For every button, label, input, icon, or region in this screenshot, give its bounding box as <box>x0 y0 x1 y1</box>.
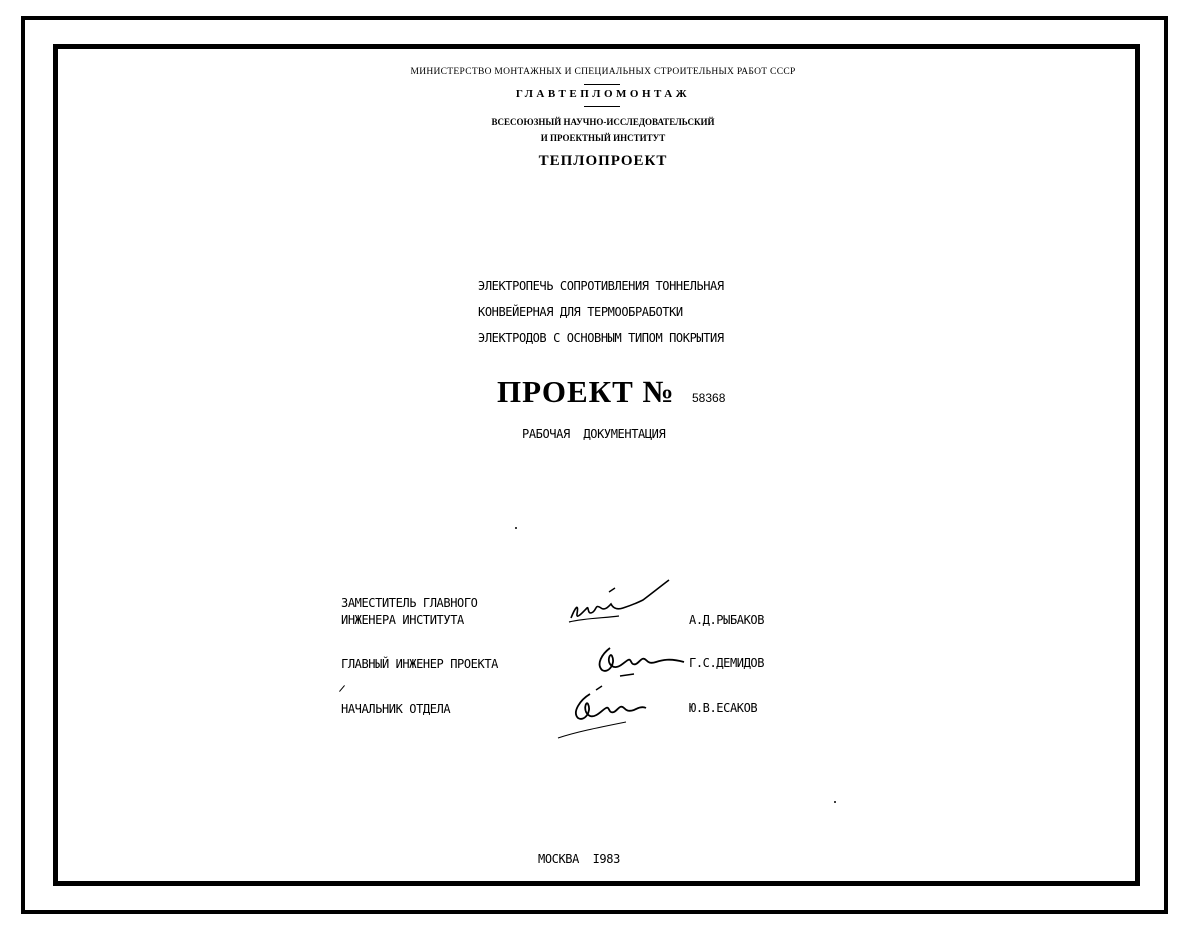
signature-2-image <box>590 640 690 680</box>
document-title-line1: ЭЛЕКТРОПЕЧЬ СОПРОТИВЛЕНИЯ ТОННЕЛЬНАЯ <box>478 279 724 293</box>
signatory-1-position-line2: ИНЖЕНЕРА ИНСТИТУТА <box>341 613 464 627</box>
speck <box>834 801 836 803</box>
signatory-3-name: Ю.В.ЕСАКОВ <box>689 701 758 715</box>
institute-type-line1: ВСЕСОЮЗНЫЙ НАУЧНО-ИССЛЕДОВАТЕЛЬСКИЙ <box>491 117 715 127</box>
signature-1-image <box>565 578 675 628</box>
document-type: РАБОЧАЯ ДОКУМЕНТАЦИЯ <box>522 427 666 441</box>
ministry-name: МИНИСТЕРСТВО МОНТАЖНЫХ И СПЕЦИАЛЬНЫХ СТРОИТЕЛЬНЫХ РАБОТ СССР <box>410 67 796 77</box>
signatory-1-name: А.Д.РЫБАКОВ <box>689 613 765 627</box>
header-divider-top <box>584 84 620 85</box>
signatory-1-position-line1: ЗАМЕСТИТЕЛЬ ГЛАВНОГО <box>341 596 478 610</box>
signatory-2-position: ГЛАВНЫЙ ИНЖЕНЕР ПРОЕКТА <box>341 657 498 671</box>
institute-name: ТЕПЛОПРОЕКТ <box>538 153 668 169</box>
inner-border <box>53 44 1140 886</box>
department-name: ГЛАВТЕПЛОМОНТАЖ <box>515 88 691 100</box>
project-number: 58368 <box>692 391 726 405</box>
signatory-1-position <box>341 595 478 629</box>
city-year: МОСКВА I983 <box>538 852 620 866</box>
document-title-line3: ЭЛЕКТРОДОВ С ОСНОВНЫМ ТИПОМ ПОКРЫТИЯ <box>478 331 724 345</box>
signatory-2-name: Г.С.ДЕМИДОВ <box>689 656 765 670</box>
institute-type-line2: И ПРОЕКТНЫЙ ИНСТИТУТ <box>540 133 666 143</box>
header-divider-bottom <box>584 106 620 107</box>
speck <box>515 527 517 529</box>
document-title-line2: КОНВЕЙЕРНАЯ ДЛЯ ТЕРМООБРАБОТКИ <box>478 305 683 319</box>
signatory-3-position: НАЧАЛЬНИК ОТДЕЛА <box>341 702 451 716</box>
signature-3-image <box>556 684 651 742</box>
project-label: ПРОЕКТ № <box>497 374 675 409</box>
